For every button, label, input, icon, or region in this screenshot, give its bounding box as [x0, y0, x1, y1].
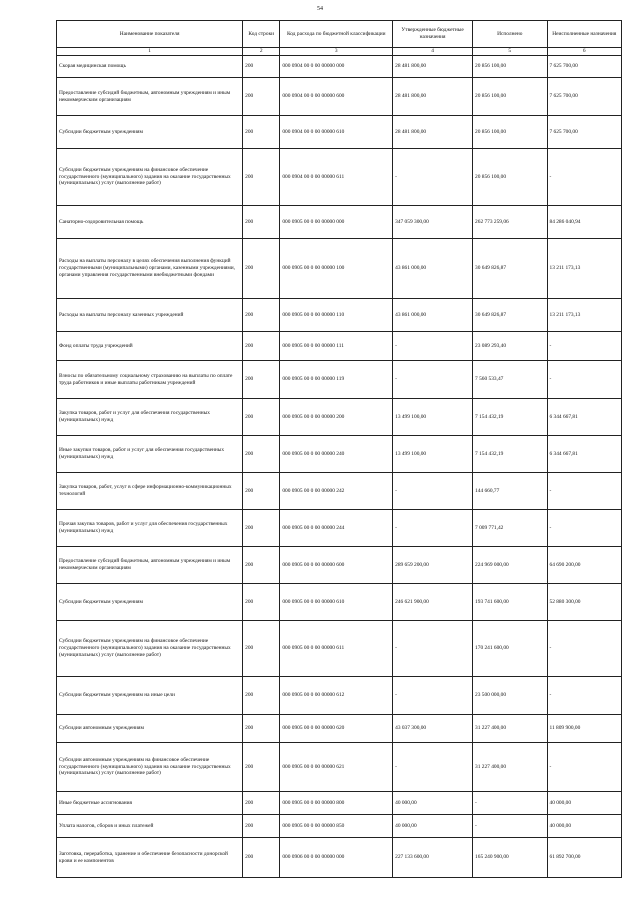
row-approved: - [393, 510, 473, 547]
row-line-code: 200 [243, 116, 280, 149]
row-line-code: 200 [243, 399, 280, 436]
row-approved: 40 000,00 [393, 815, 473, 838]
row-unexecuted: - [547, 743, 622, 792]
table-body [57, 56, 622, 878]
row-budget-code: 000 0905 00 0 00 00000 119 [280, 361, 393, 399]
row-executed: 262 773 259,06 [473, 206, 547, 239]
row-line-code: 200 [243, 838, 280, 878]
row-approved: - [393, 621, 473, 677]
row-approved: 246 621 900,00 [393, 584, 473, 621]
row-approved: 227 133 600,00 [393, 838, 473, 878]
row-line-code: 200 [243, 792, 280, 815]
table-row [57, 815, 622, 838]
header-budget-code: Код расхода по бюджетной классификации [280, 21, 393, 48]
row-unexecuted: 7 625 700,00 [547, 116, 622, 149]
row-budget-code: 000 0904 00 0 00 00000 600 [280, 78, 393, 116]
table-row [57, 149, 622, 206]
row-name: Санаторно-оздоровительная помощь [57, 206, 243, 239]
row-executed: 20 856 100,00 [473, 116, 547, 149]
row-unexecuted: - [547, 332, 622, 361]
row-budget-code: 000 0905 00 0 00 00000 000 [280, 206, 393, 239]
row-line-code: 200 [243, 78, 280, 116]
row-unexecuted: 11 809 900,00 [547, 715, 622, 743]
row-executed: 23 089 293,40 [473, 332, 547, 361]
table-row [57, 239, 622, 299]
row-budget-code: 000 0905 00 0 00 00000 200 [280, 399, 393, 436]
row-approved: - [393, 473, 473, 510]
row-line-code: 200 [243, 815, 280, 838]
row-unexecuted: 7 625 700,00 [547, 56, 622, 78]
row-unexecuted: - [547, 510, 622, 547]
row-executed: - [473, 815, 547, 838]
row-line-code: 200 [243, 743, 280, 792]
row-budget-code: 000 0905 00 0 00 00000 100 [280, 239, 393, 299]
table-row [57, 399, 622, 436]
row-line-code: 200 [243, 715, 280, 743]
row-budget-code: 000 0905 00 0 00 00000 610 [280, 584, 393, 621]
row-approved: - [393, 743, 473, 792]
row-unexecuted: 52 880 300,00 [547, 584, 622, 621]
row-name: Субсидии бюджетным учреждениям [57, 584, 243, 621]
row-line-code: 200 [243, 361, 280, 399]
row-executed: 144 660,77 [473, 473, 547, 510]
table-row [57, 436, 622, 473]
table-row [57, 116, 622, 149]
row-executed: 30 649 826,87 [473, 239, 547, 299]
table-row [57, 838, 622, 878]
table-row [57, 743, 622, 792]
row-unexecuted: 13 211 173,13 [547, 299, 622, 332]
row-approved: 40 000,00 [393, 792, 473, 815]
row-name: Расходы на выплаты персоналу в целях обеспечения выполнения функций государственными (муниципальными) органами, казенными учреждениями, органами управления государственными внебюджетными фондами [57, 239, 243, 299]
row-name: Иные бюджетные ассигнования [57, 792, 243, 815]
table-row [57, 621, 622, 677]
table-row [57, 56, 622, 78]
table-row [57, 715, 622, 743]
row-unexecuted: - [547, 149, 622, 206]
row-line-code: 200 [243, 299, 280, 332]
row-approved: 28 481 800,00 [393, 78, 473, 116]
row-line-code: 200 [243, 56, 280, 78]
row-budget-code: 000 0905 00 0 00 00000 244 [280, 510, 393, 547]
row-executed: 20 856 100,00 [473, 149, 547, 206]
row-line-code: 200 [243, 206, 280, 239]
row-approved: 13 499 100,00 [393, 436, 473, 473]
row-budget-code: 000 0905 00 0 00 00000 240 [280, 436, 393, 473]
row-executed: 165 240 900,00 [473, 838, 547, 878]
table-row [57, 78, 622, 116]
row-name: Иные закупки товаров, работ и услуг для обеспечения государственных (муниципальных) нужд [57, 436, 243, 473]
row-budget-code: 000 0905 00 0 00 00000 621 [280, 743, 393, 792]
row-budget-code: 000 0905 00 0 00 00000 800 [280, 792, 393, 815]
row-name: Предоставление субсидий бюджетным, автономным учреждениям и иным некоммерческим организациям [57, 547, 243, 584]
row-approved: - [393, 361, 473, 399]
row-line-code: 200 [243, 677, 280, 715]
row-name: Заготовка, переработка, хранение и обеспечение безопасности донорской крови и ее компонентов [57, 838, 243, 878]
column-number: 1 [57, 48, 243, 56]
row-unexecuted: - [547, 473, 622, 510]
row-unexecuted: - [547, 677, 622, 715]
row-line-code: 200 [243, 239, 280, 299]
row-unexecuted: 40 000,00 [547, 815, 622, 838]
row-budget-code: 000 0905 00 0 00 00000 620 [280, 715, 393, 743]
header-unexecuted: Неисполненные назначения [547, 21, 622, 48]
row-line-code: 200 [243, 621, 280, 677]
row-executed: 170 241 600,00 [473, 621, 547, 677]
row-line-code: 200 [243, 510, 280, 547]
row-approved: 43 861 000,00 [393, 299, 473, 332]
row-approved: 43 037 300,00 [393, 715, 473, 743]
row-unexecuted: 6 344 667,81 [547, 436, 622, 473]
row-name: Скорая медицинская помощь [57, 56, 243, 78]
row-name: Прочая закупка товаров, работ и услуг для обеспечения государственных (муниципальных) нужд [57, 510, 243, 547]
row-budget-code: 000 0905 00 0 00 00000 242 [280, 473, 393, 510]
header-approved: Утвержденные бюджетные назначения [393, 21, 473, 48]
row-name: Расходы на выплаты персоналу казенных учреждений [57, 299, 243, 332]
row-unexecuted: 7 625 700,00 [547, 78, 622, 116]
row-budget-code: 000 0904 00 0 00 00000 611 [280, 149, 393, 206]
header-name: Наименование показателя [57, 21, 243, 48]
row-budget-code: 000 0905 00 0 00 00000 110 [280, 299, 393, 332]
row-executed: 20 856 100,00 [473, 56, 547, 78]
row-approved: - [393, 677, 473, 715]
row-budget-code: 000 0906 00 0 00 00000 000 [280, 838, 393, 878]
budget-execution-table [56, 20, 622, 878]
row-name: Субсидии бюджетным учреждениям на финансовое обеспечение государственного (муниципального) задания на оказание государственных (муниципальных) услуг (выполнение работ) [57, 149, 243, 206]
row-unexecuted: 61 892 700,00 [547, 838, 622, 878]
table-row [57, 361, 622, 399]
row-budget-code: 000 0904 00 0 00 00000 000 [280, 56, 393, 78]
row-name: Уплата налогов, сборов и иных платежей [57, 815, 243, 838]
row-unexecuted: 13 211 173,13 [547, 239, 622, 299]
row-name: Закупка товаров, работ, услуг в сфере информационно-коммуникационных технологий [57, 473, 243, 510]
row-name: Субсидии бюджетным учреждениям на иные цели [57, 677, 243, 715]
row-unexecuted: - [547, 621, 622, 677]
column-number: 5 [473, 48, 547, 56]
row-line-code: 200 [243, 436, 280, 473]
column-number: 4 [393, 48, 473, 56]
row-executed: 193 741 600,00 [473, 584, 547, 621]
table-row [57, 584, 622, 621]
row-line-code: 200 [243, 473, 280, 510]
row-approved: 28 481 800,00 [393, 116, 473, 149]
table-row [57, 792, 622, 815]
row-budget-code: 000 0905 00 0 00 00000 850 [280, 815, 393, 838]
page-number: 54 [317, 6, 323, 12]
row-executed: - [473, 792, 547, 815]
table-row [57, 332, 622, 361]
row-approved: - [393, 149, 473, 206]
row-name: Субсидии автономным учреждениям на финансовое обеспечение государственного (муниципального) задания на оказание государственных (муниципальных) услуг (выполнение работ) [57, 743, 243, 792]
row-executed: 23 500 000,00 [473, 677, 547, 715]
row-line-code: 200 [243, 332, 280, 361]
row-name: Предоставление субсидий бюджетным, автономным учреждениям и иным некоммерческим организациям [57, 78, 243, 116]
table-row [57, 206, 622, 239]
row-name: Фонд оплаты труда учреждений [57, 332, 243, 361]
row-executed: 7 154 432,19 [473, 436, 547, 473]
row-budget-code: 000 0905 00 0 00 00000 600 [280, 547, 393, 584]
row-unexecuted: 84 286 040,94 [547, 206, 622, 239]
row-name: Субсидии автономным учреждениям [57, 715, 243, 743]
row-unexecuted: 64 690 200,00 [547, 547, 622, 584]
row-budget-code: 000 0905 00 0 00 00000 611 [280, 621, 393, 677]
table-row [57, 547, 622, 584]
header-executed: Исполнено [473, 21, 547, 48]
row-executed: 31 227 400,00 [473, 743, 547, 792]
row-budget-code: 000 0905 00 0 00 00000 612 [280, 677, 393, 715]
row-approved: 289 659 200,00 [393, 547, 473, 584]
row-executed: 224 969 000,00 [473, 547, 547, 584]
row-approved: 43 861 000,00 [393, 239, 473, 299]
row-name: Взносы по обязательному социальному страхованию на выплаты по оплате труда работников и иные выплаты работникам учреждений [57, 361, 243, 399]
row-approved: - [393, 332, 473, 361]
row-budget-code: 000 0904 00 0 00 00000 610 [280, 116, 393, 149]
column-number: 3 [280, 48, 393, 56]
row-executed: 31 227 400,00 [473, 715, 547, 743]
row-line-code: 200 [243, 149, 280, 206]
header-line-code: Код строки [243, 21, 280, 48]
row-executed: 7 009 771,42 [473, 510, 547, 547]
row-line-code: 200 [243, 584, 280, 621]
column-number: 2 [243, 48, 280, 56]
row-unexecuted: 6 344 667,81 [547, 399, 622, 436]
row-executed: 20 856 100,00 [473, 78, 547, 116]
table-row [57, 473, 622, 510]
row-approved: 28 481 800,00 [393, 56, 473, 78]
row-line-code: 200 [243, 547, 280, 584]
row-approved: 13 499 100,00 [393, 399, 473, 436]
column-number-row [57, 48, 622, 56]
row-executed: 30 649 826,87 [473, 299, 547, 332]
table-row [57, 510, 622, 547]
row-name: Субсидии бюджетным учреждениям [57, 116, 243, 149]
table-row [57, 299, 622, 332]
row-approved: 347 059 300,00 [393, 206, 473, 239]
row-name: Закупка товаров, работ и услуг для обеспечения государственных (муниципальных) нужд [57, 399, 243, 436]
table-row [57, 677, 622, 715]
row-budget-code: 000 0905 00 0 00 00000 111 [280, 332, 393, 361]
row-executed: 7 154 432,19 [473, 399, 547, 436]
row-name: Субсидии бюджетным учреждениям на финансовое обеспечение государственного (муниципального) задания на оказание государственных (муниципальных) услуг (выполнение работ) [57, 621, 243, 677]
row-unexecuted: 40 000,00 [547, 792, 622, 815]
row-unexecuted: - [547, 361, 622, 399]
column-number: 6 [547, 48, 622, 56]
header-row [57, 21, 622, 48]
row-executed: 7 560 533,47 [473, 361, 547, 399]
